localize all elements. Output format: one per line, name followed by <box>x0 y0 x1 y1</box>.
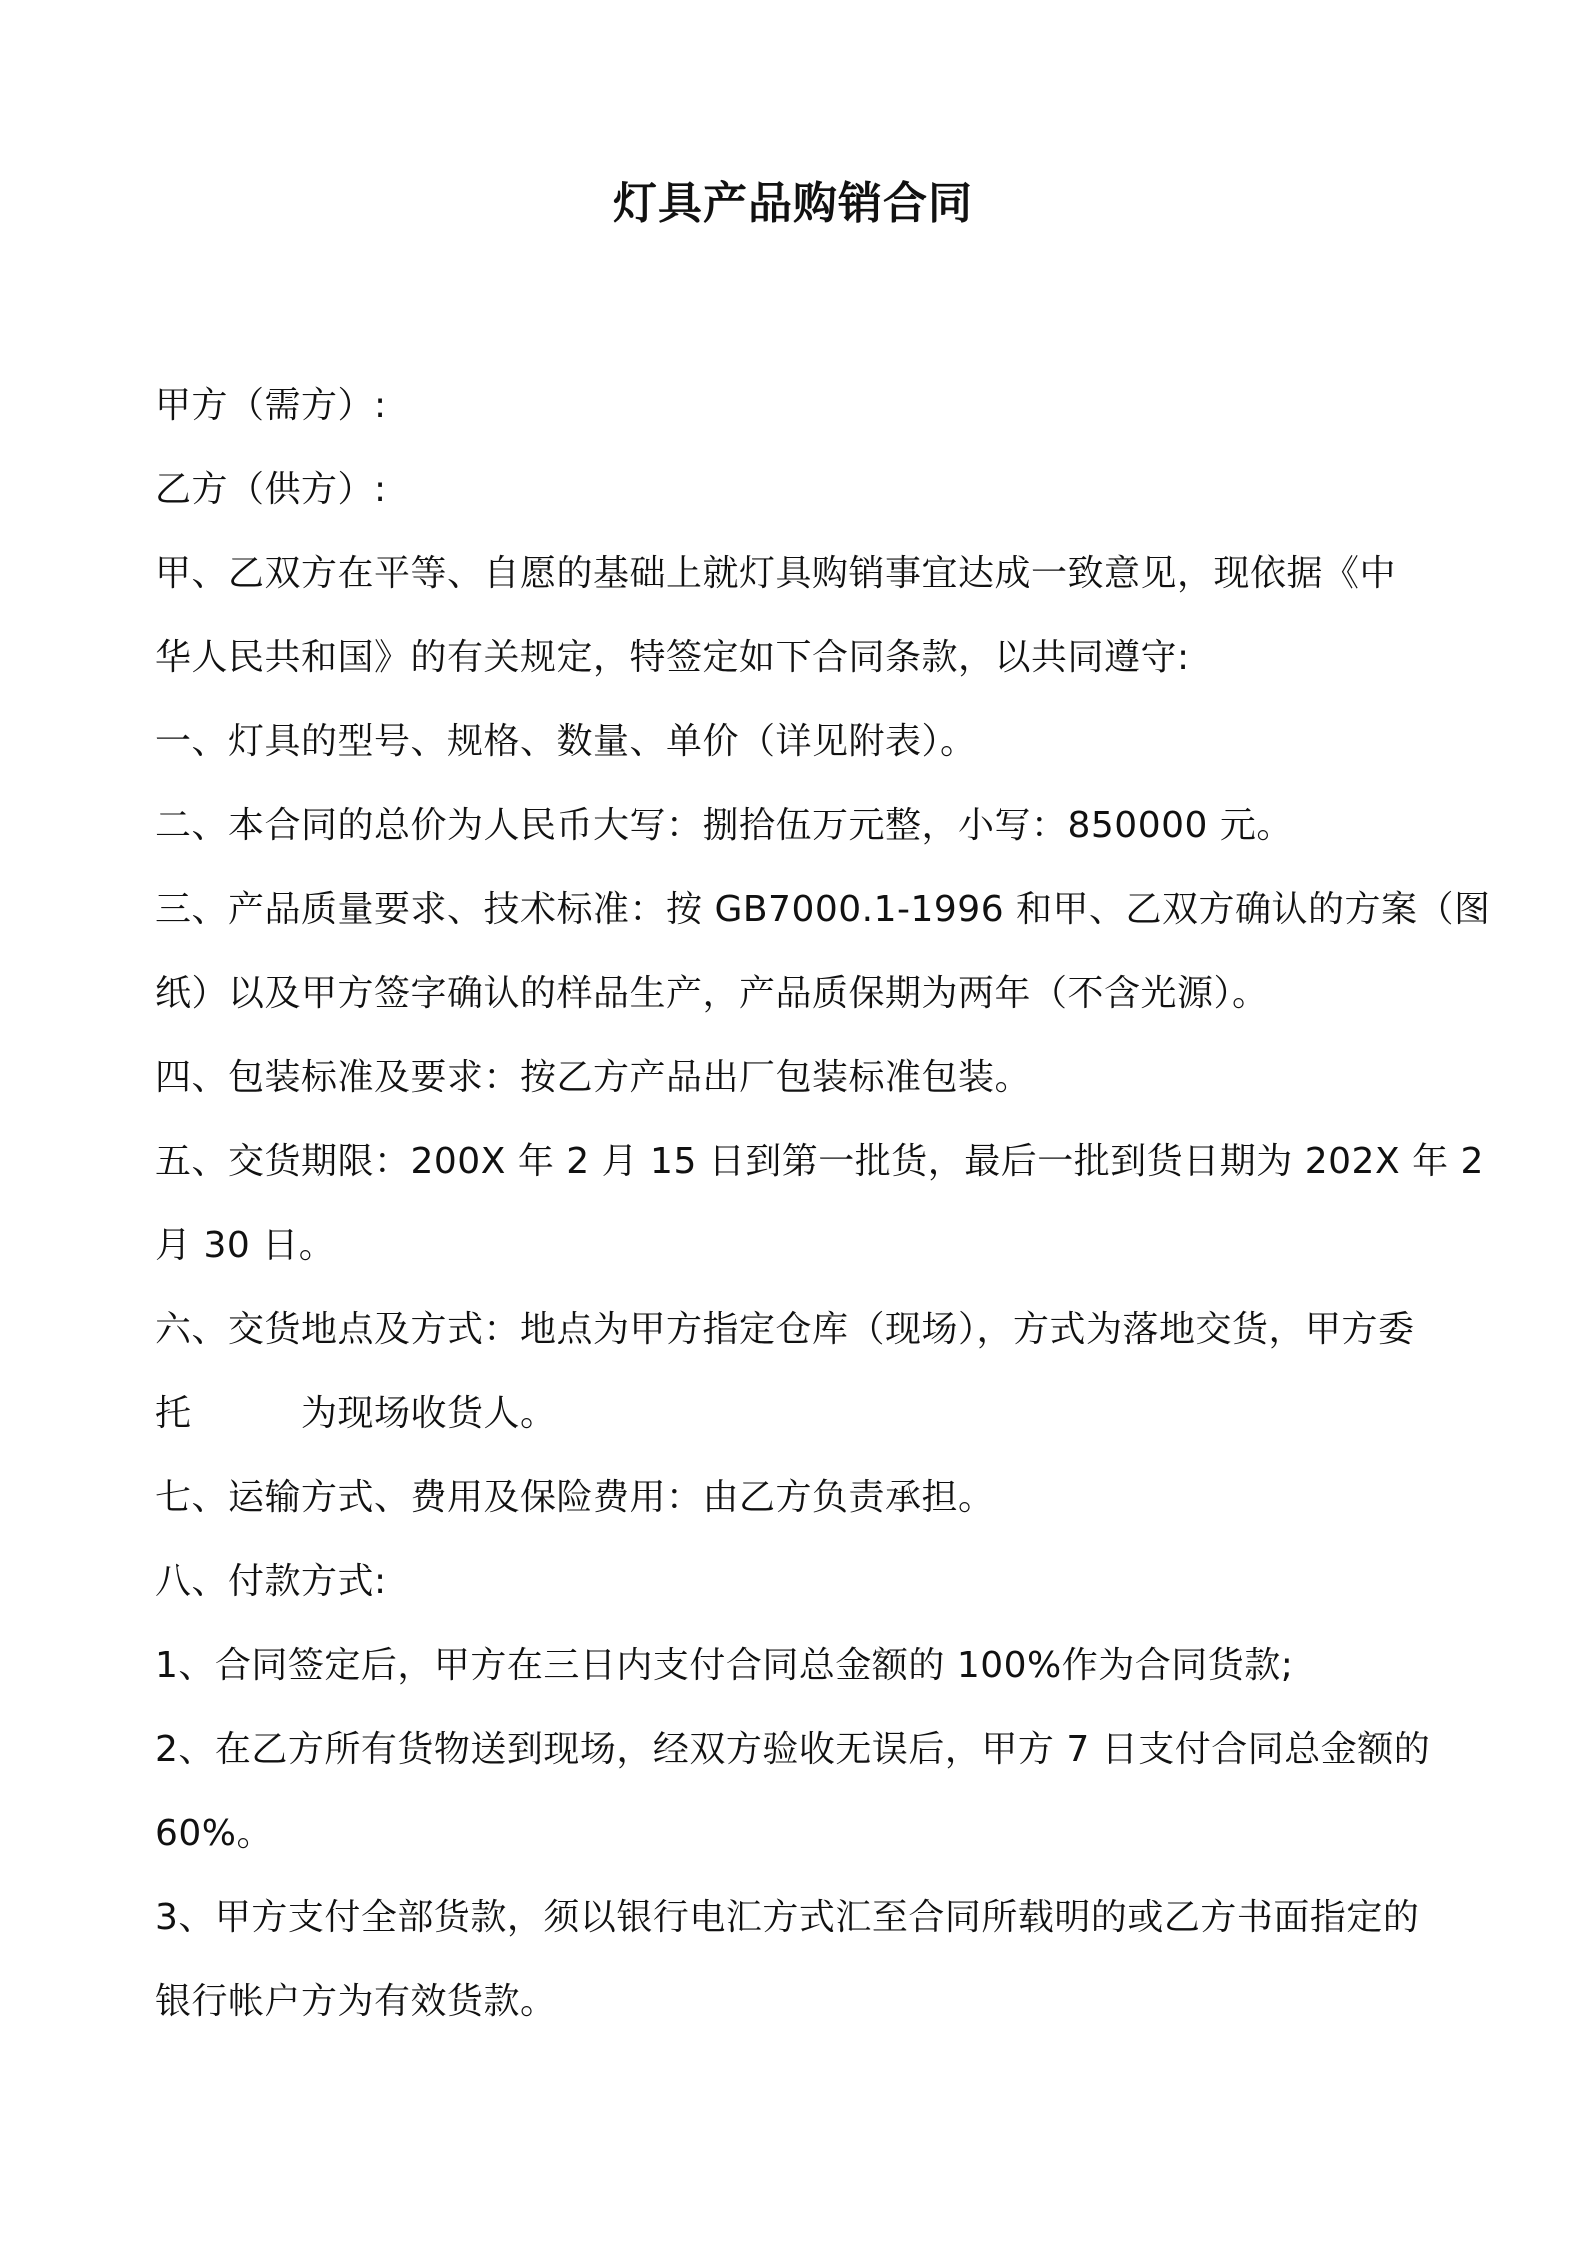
document-title: 灯具产品购销合同 <box>613 178 973 229</box>
clause-5-continued: 月 30 日。 <box>155 1225 336 1266</box>
preamble-line: 华人民共和国》的有关规定，特签定如下合同条款，以共同遵守: <box>155 637 1190 678</box>
clause-4: 四、包装标准及要求：按乙方产品出厂包装标准包装。 <box>155 1057 1032 1098</box>
clause-3: 三、产品质量要求、技术标准：按 GB7000.1-1996 和甲、乙双方确认的方案（图 <box>155 889 1491 930</box>
payment-item-3: 3、甲方支付全部货款，须以银行电汇方式汇至合同所载明的或乙方书面指定的 <box>155 1897 1420 1938</box>
clause-6: 六、交货地点及方式：地点为甲方指定仓库（现场），方式为落地交货，甲方委 <box>155 1309 1415 1350</box>
clause-8: 八、付款方式: <box>155 1561 387 1602</box>
clause-1: 一、灯具的型号、规格、数量、单价（详见附表）。 <box>155 721 977 762</box>
preamble-line: 甲、乙双方在平等、自愿的基础上就灯具购销事宜达成一致意见，现依据《中 <box>155 553 1397 594</box>
payment-item-2-continued: 60%。 <box>155 1813 274 1854</box>
clause-7: 七、运输方式、费用及保险费用：由乙方负责承担。 <box>155 1477 995 1518</box>
party-b-line: 乙方（供方）: <box>155 469 387 510</box>
contract-body <box>155 364 1491 2044</box>
clause-6-continued: 托 为现场收货人。 <box>155 1393 557 1434</box>
payment-item-3-continued: 银行帐户方为有效货款。 <box>155 1981 557 2022</box>
payment-item-2: 2、在乙方所有货物送到现场，经双方验收无误后，甲方 7 日支付合同总金额的 <box>155 1729 1431 1770</box>
payment-item-1: 1、合同签定后，甲方在三日内支付合同总金额的 100%作为合同货款; <box>155 1645 1294 1686</box>
clause-3-continued: 纸）以及甲方签字确认的样品生产，产品质保期为两年（不含光源）。 <box>155 973 1269 1014</box>
clause-5: 五、交货期限：200X 年 2 月 15 日到第一批货，最后一批到货日期为 202X 年 2 <box>155 1141 1484 1182</box>
party-a-line: 甲方（需方）: <box>155 385 387 426</box>
clause-2: 二、本合同的总价为人民币大写：捌拾伍万元整，小写：850000 元。 <box>155 805 1293 846</box>
